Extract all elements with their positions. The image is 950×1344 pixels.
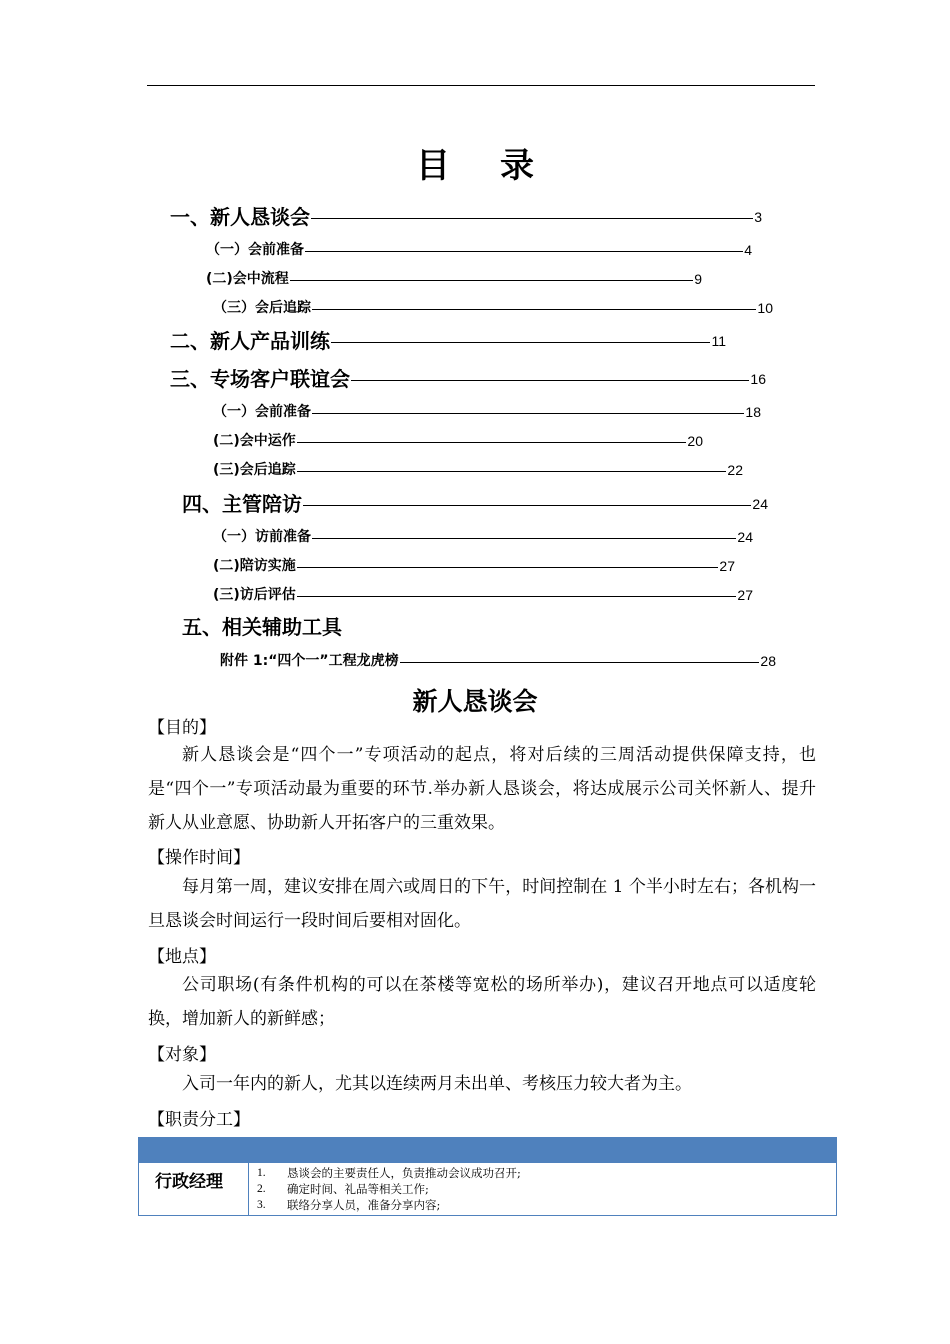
toc-leader xyxy=(305,251,743,252)
toc-entry-label: （三）会后追踪 xyxy=(213,300,311,316)
purpose-text: 新人恳谈会是“四个一”专项活动的起点，将对后续的三周活动提供保障支持，也是“四个一”专项活动最为重要的环节.举办新人恳谈会，将达成展示公司关怀新人、提升新人从业意愿、协助新人开拓客户的三重效果。 xyxy=(148,745,816,833)
toc-entry-label: 三、专场客户联谊会 xyxy=(170,367,350,391)
toc-leader xyxy=(297,596,737,597)
toc-entry-page: 18 xyxy=(745,404,761,420)
toc-leader xyxy=(312,413,744,414)
toc-entry-label: 四、主管陪访 xyxy=(182,492,302,516)
toc-leader xyxy=(311,218,753,219)
toc-entry[interactable] xyxy=(182,615,482,639)
toc-entry-page: 16 xyxy=(750,371,766,387)
toc-entry[interactable] xyxy=(213,458,743,482)
toc-leader xyxy=(303,505,751,506)
toc-entry-page: 24 xyxy=(737,529,753,545)
duty-heading: 【职责分工】 xyxy=(148,1110,250,1130)
duty-table-header xyxy=(139,1138,836,1163)
place-heading: 【地点】 xyxy=(148,947,216,967)
toc-entry[interactable] xyxy=(206,267,702,291)
toc-entry-page: 4 xyxy=(744,242,752,258)
toc-entry-page: 9 xyxy=(694,271,702,287)
toc-entry[interactable] xyxy=(213,296,773,320)
target-heading: 【对象】 xyxy=(148,1045,216,1065)
toc-entry[interactable] xyxy=(213,400,761,424)
duty-table xyxy=(138,1137,837,1216)
toc-leader xyxy=(312,538,736,539)
toc-entry-page: 22 xyxy=(727,462,743,478)
toc-entry[interactable] xyxy=(213,429,703,453)
toc-entry-label: （一）会前准备 xyxy=(206,242,304,258)
toc-entry-page: 24 xyxy=(752,496,768,512)
table-row xyxy=(139,1163,836,1215)
list-item xyxy=(257,1181,836,1197)
toc-entry[interactable] xyxy=(170,205,762,229)
toc-entry-label: (二)陪访实施 xyxy=(213,558,296,574)
list-item-text: 恳谈会的主要责任人，负责推动会议成功召开; xyxy=(287,1166,521,1180)
toc-entry-label: 附件 1:“四个一”工程龙虎榜 xyxy=(220,653,399,669)
toc-entry-label: (二)会中流程 xyxy=(206,271,289,287)
toc-leader xyxy=(400,662,760,663)
list-item-number: 2. xyxy=(257,1183,266,1195)
toc-leader xyxy=(297,567,719,568)
toc-title: 目录 xyxy=(416,146,584,186)
toc-leader xyxy=(312,309,756,310)
toc-entry-page: 20 xyxy=(687,433,703,449)
duty-role: 行政经理 xyxy=(139,1163,249,1215)
toc-entry-label: (三)访后评估 xyxy=(213,587,296,603)
toc-leader xyxy=(351,380,749,381)
toc-leader xyxy=(290,280,693,281)
list-item xyxy=(257,1165,836,1181)
purpose-heading: 【目的】 xyxy=(148,718,216,738)
list-item-number: 1. xyxy=(257,1167,266,1179)
toc-entry[interactable] xyxy=(182,492,768,516)
target-text: 入司一年内的新人，尤其以连续两月未出单、考核压力较大者为主。 xyxy=(182,1074,692,1094)
toc-entry[interactable] xyxy=(206,238,752,262)
toc-entry-label: （一）会前准备 xyxy=(213,404,311,420)
section-title: 新人恳谈会 xyxy=(412,687,538,716)
toc-leader xyxy=(331,342,710,343)
toc-leader xyxy=(297,442,687,443)
toc-entry-page: 3 xyxy=(754,209,762,225)
list-item-text: 确定时间、礼品等相关工作; xyxy=(287,1182,429,1196)
toc-entry-label: （一）访前准备 xyxy=(213,529,311,545)
toc-entry-label: 二、新人产品训练 xyxy=(170,329,330,353)
list-item-text: 联络分享人员，准备分享内容; xyxy=(287,1198,441,1212)
toc-leader xyxy=(297,471,727,472)
list-item xyxy=(257,1197,836,1213)
toc-entry-page: 27 xyxy=(737,587,753,603)
toc-entry[interactable] xyxy=(213,554,735,578)
time-heading: 【操作时间】 xyxy=(148,848,250,868)
toc-entry-page: 27 xyxy=(719,558,735,574)
toc-entry[interactable] xyxy=(170,329,726,353)
duty-list xyxy=(249,1163,836,1215)
toc-entry-label: (三)会后追踪 xyxy=(213,462,296,478)
toc-entry[interactable] xyxy=(170,367,766,391)
list-item-number: 3. xyxy=(257,1199,266,1211)
toc-entry-label: 一、新人恳谈会 xyxy=(170,205,310,229)
toc-entry-label: 五、相关辅助工具 xyxy=(182,615,342,639)
toc-entry-page: 11 xyxy=(711,333,726,349)
toc-entry-label: (二)会中运作 xyxy=(213,433,296,449)
toc-entry[interactable] xyxy=(213,583,753,607)
toc-entry-page: 10 xyxy=(757,300,773,316)
toc-entry[interactable] xyxy=(220,649,776,673)
place-text: 公司职场(有条件机构的可以在茶楼等宽松的场所举办)，建议召开地点可以适度轮换，增加新人的新鲜感； xyxy=(148,975,816,1029)
time-text: 每月第一周，建议安排在周六或周日的下午，时间控制在 1 个半小时左右；各机构一旦恳谈会时间运行一段时间后要相对固化。 xyxy=(148,877,816,931)
header-rule xyxy=(147,85,815,86)
toc-entry[interactable] xyxy=(213,525,753,549)
toc-entry-page: 28 xyxy=(760,653,776,669)
